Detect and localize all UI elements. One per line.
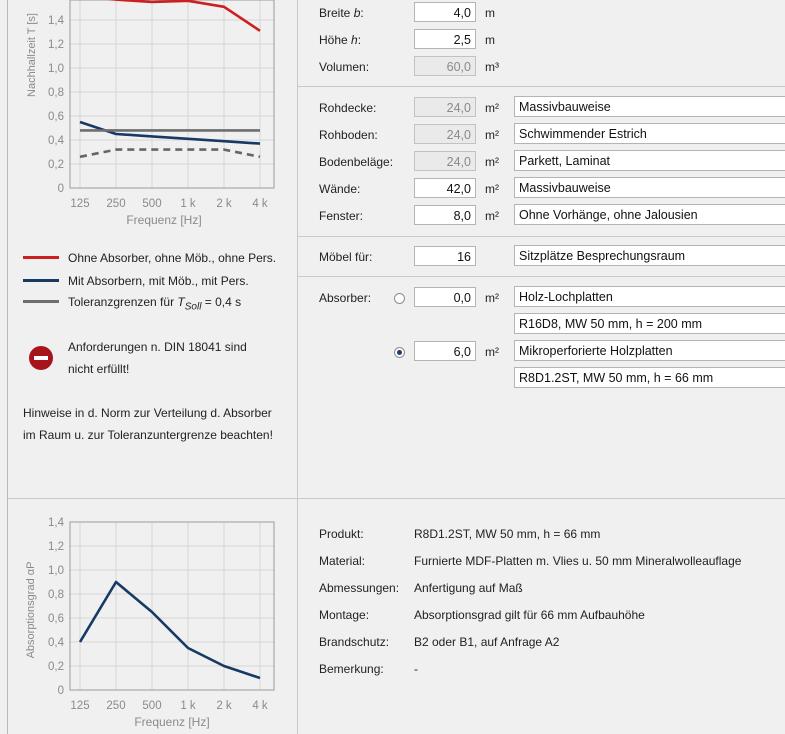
right-divider-bottom: [298, 498, 785, 499]
moebel-label: Möbel für:: [319, 250, 373, 264]
absorber-radio-2[interactable]: [394, 347, 405, 358]
info-value-bemerkung: -: [414, 662, 418, 676]
absorption-chart-ytick: 0,4: [48, 637, 64, 649]
absorption-series-1: [80, 582, 260, 678]
absorber-product-select-1[interactable]: R16D8, MW 50 mm, h = 200 mm: [514, 313, 785, 334]
absorber-area-input-1[interactable]: 0,0: [414, 287, 476, 307]
volumen-unit: m³: [485, 60, 499, 74]
absorption-chart-xtick: 2 k: [216, 700, 232, 712]
surface-unit-waende: m²: [485, 182, 499, 196]
reverberation-chart-ytick: 0: [57, 183, 64, 195]
absorber-unit-2: m²: [485, 345, 499, 359]
info-key-brandschutz: Brandschutz:: [319, 635, 390, 649]
absorber-area-input-2[interactable]: 6,0: [414, 341, 476, 361]
reverberation-chart: [0, 0, 297, 232]
surface-material-rohdecke[interactable]: Massivbauweise: [514, 96, 785, 117]
surface-label-rohboden: Rohboden:: [319, 128, 378, 142]
reverberation-chart-xtick: 500: [142, 198, 162, 210]
absorber-label: Absorber:: [319, 291, 372, 305]
absorber-unit-1: m²: [485, 291, 499, 305]
surface-label-rohdecke: Rohdecke:: [319, 101, 377, 115]
absorber-product-select-2[interactable]: R8D1.2ST, MW 50 mm, h = 66 mm: [514, 367, 785, 388]
surface-area-waende[interactable]: 42,0: [414, 178, 476, 198]
reverberation-chart-xtick: 125: [70, 198, 90, 210]
absorption-chart-ytick: 1,2: [48, 541, 64, 553]
surface-area-rohdecke: 24,0: [414, 97, 476, 117]
volumen-field: 60,0: [414, 56, 476, 76]
legend-swatch-navy: [23, 279, 59, 282]
legend-swatch-red: [23, 256, 59, 259]
legend-swatch-gray: [23, 300, 59, 303]
breite-colon: :: [360, 6, 364, 20]
reverberation-chart-ytick: 0,6: [48, 111, 64, 123]
info-value-produkt: R8D1.2ST, MW 50 mm, h = 66 mm: [414, 527, 601, 541]
surface-area-fenster[interactable]: 8,0: [414, 205, 476, 225]
divider-room: [298, 86, 785, 87]
surface-unit-rohboden: m²: [485, 128, 499, 142]
reverberation-chart-ytick: 1,4: [48, 15, 64, 27]
reverberation-chart-xtick: 250: [106, 198, 126, 210]
info-value-material: Furnierte MDF-Platten m. Vlies u. 50 mm Mineralwolleauflage: [414, 554, 742, 568]
surface-material-bodenbelaege[interactable]: Parkett, Laminat: [514, 150, 785, 171]
reverberation-chart-xtick: 4 k: [252, 198, 268, 210]
info-key-abmessungen: Abmessungen:: [319, 581, 400, 595]
absorption-chart-ytick: 0,8: [48, 589, 64, 601]
surface-area-bodenbelaege: 24,0: [414, 151, 476, 171]
legend-tolerance-var: T: [177, 295, 185, 309]
surface-label-bodenbelaege: Bodenbeläge:: [319, 155, 394, 169]
reverberation-chart-yticks: [48, 15, 65, 195]
reverberation-chart-xtick: 2 k: [216, 198, 232, 210]
left-divider: [8, 498, 297, 499]
absorption-chart-series: [80, 582, 260, 678]
legend-item-without-absorber: Ohne Absorber, ohne Möb., ohne Pers.: [68, 251, 277, 265]
surface-area-rohboden: 24,0: [414, 124, 476, 144]
info-value-abmessungen: Anfertigung auf Maß: [414, 581, 523, 595]
reverberation-chart-ytick: 0,4: [48, 135, 64, 147]
surface-label-waende: Wände:: [319, 182, 361, 196]
absorption-chart-ylabel: Absorptionsgrad αP: [25, 561, 37, 659]
surface-label-fenster: Fenster:: [319, 209, 364, 223]
hint-line-2: im Raum u. zur Toleranzuntergrenze beachten!: [23, 428, 273, 442]
absorption-chart-ytick: 0,2: [48, 661, 64, 673]
legend-item-tolerance: [68, 295, 241, 312]
absorption-chart-ytick: 0,6: [48, 613, 64, 625]
reverberation-chart-ytick: 1,2: [48, 39, 64, 51]
surface-material-fenster[interactable]: Ohne Vorhänge, ohne Jalousien: [514, 204, 785, 225]
reverberation-chart-xtick: 1 k: [180, 198, 196, 210]
reverberation-chart-ytick: 0,8: [48, 87, 64, 99]
reverberation-chart-ylabel: Nachhallzeit T [s]: [26, 13, 38, 97]
absorption-chart-xtick: 250: [106, 700, 126, 712]
hoehe-label: [319, 33, 361, 47]
hoehe-input[interactable]: 2,5: [414, 29, 476, 49]
surface-material-rohboden[interactable]: Schwimmender Estrich: [514, 123, 785, 144]
absorption-chart-ytick: 0: [57, 685, 64, 697]
reverberation-series-4: [80, 150, 260, 157]
absorption-chart-yticks: [48, 517, 65, 697]
hint-line-1: Hinweise in d. Norm zur Verteilung d. Absorber: [23, 406, 272, 420]
info-key-bemerkung: Bemerkung:: [319, 662, 384, 676]
reverberation-chart-ytick: 1,0: [48, 63, 64, 75]
absorption-chart-xtick: 500: [142, 700, 162, 712]
reverberation-chart-xticks: [70, 198, 268, 210]
surface-unit-bodenbelaege: m²: [485, 155, 499, 169]
surface-material-waende[interactable]: Massivbauweise: [514, 177, 785, 198]
absorption-chart-xtick: 125: [70, 700, 90, 712]
legend-tolerance-sub: Soll: [184, 301, 202, 313]
hoehe-var: h: [351, 33, 358, 47]
absorber-type-select-2[interactable]: Mikroperforierte Holzplatten: [514, 340, 785, 361]
absorption-chart-xticks: [70, 700, 268, 712]
info-key-montage: Montage:: [319, 608, 370, 622]
absorption-chart-ytick: 1,4: [48, 517, 64, 529]
info-key-material: Material:: [319, 554, 366, 568]
absorber-radio-1[interactable]: [394, 293, 405, 304]
absorber-type-select-1[interactable]: Holz-Lochplatten: [514, 286, 785, 307]
reverberation-chart-ytick: 0,2: [48, 159, 64, 171]
status-line-2: nicht erfüllt!: [68, 362, 130, 376]
info-value-brandschutz: B2 oder B1, auf Anfrage A2: [414, 635, 560, 649]
breite-unit: m: [485, 6, 495, 20]
reverberation-series-1: [80, 0, 260, 31]
absorption-chart: [0, 505, 297, 734]
info-value-montage: Absorptionsgrad gilt für 66 mm Aufbauhöhe: [414, 608, 645, 622]
hoehe-label-text: Höhe: [319, 33, 352, 47]
status-line-1: Anforderungen n. DIN 18041 sind: [68, 340, 247, 354]
legend-tolerance-prefix: Toleranzgrenzen für: [68, 295, 178, 309]
moebel-count-input[interactable]: 16: [414, 246, 476, 266]
error-minus-icon: [28, 345, 54, 371]
breite-label-text: Breite: [319, 6, 354, 20]
divider-surfaces: [298, 236, 785, 237]
breite-var: b: [353, 6, 361, 20]
surface-unit-fenster: m²: [485, 209, 499, 223]
legend-item-with-absorber: Mit Absorbern, mit Möb., mit Pers.: [68, 274, 249, 288]
reverberation-chart-series: [80, 0, 260, 157]
hoehe-unit: m: [485, 33, 495, 47]
reverberation-chart-xlabel: Frequenz [Hz]: [126, 213, 202, 227]
breite-label: [319, 6, 364, 20]
middle-panel-border: [297, 0, 298, 734]
info-key-produkt: Produkt:: [319, 527, 364, 541]
reverberation-chart-frame: [70, 0, 274, 188]
absorption-chart-xtick: 4 k: [252, 700, 268, 712]
divider-moebel: [298, 276, 785, 277]
absorption-chart-ytick: 1,0: [48, 565, 64, 577]
breite-input[interactable]: 4,0: [414, 2, 476, 22]
legend-tolerance-suffix: = 0,4 s: [201, 295, 242, 309]
absorption-chart-xtick: 1 k: [180, 700, 196, 712]
reverberation-chart-grid: [70, 0, 274, 188]
surface-unit-rohdecke: m²: [485, 101, 499, 115]
moebel-type-select[interactable]: Sitzplätze Besprechungsraum: [514, 245, 785, 266]
hoehe-colon: :: [357, 33, 362, 47]
absorption-chart-xlabel: Frequenz [Hz]: [134, 715, 210, 729]
volumen-label: Volumen:: [319, 60, 370, 74]
